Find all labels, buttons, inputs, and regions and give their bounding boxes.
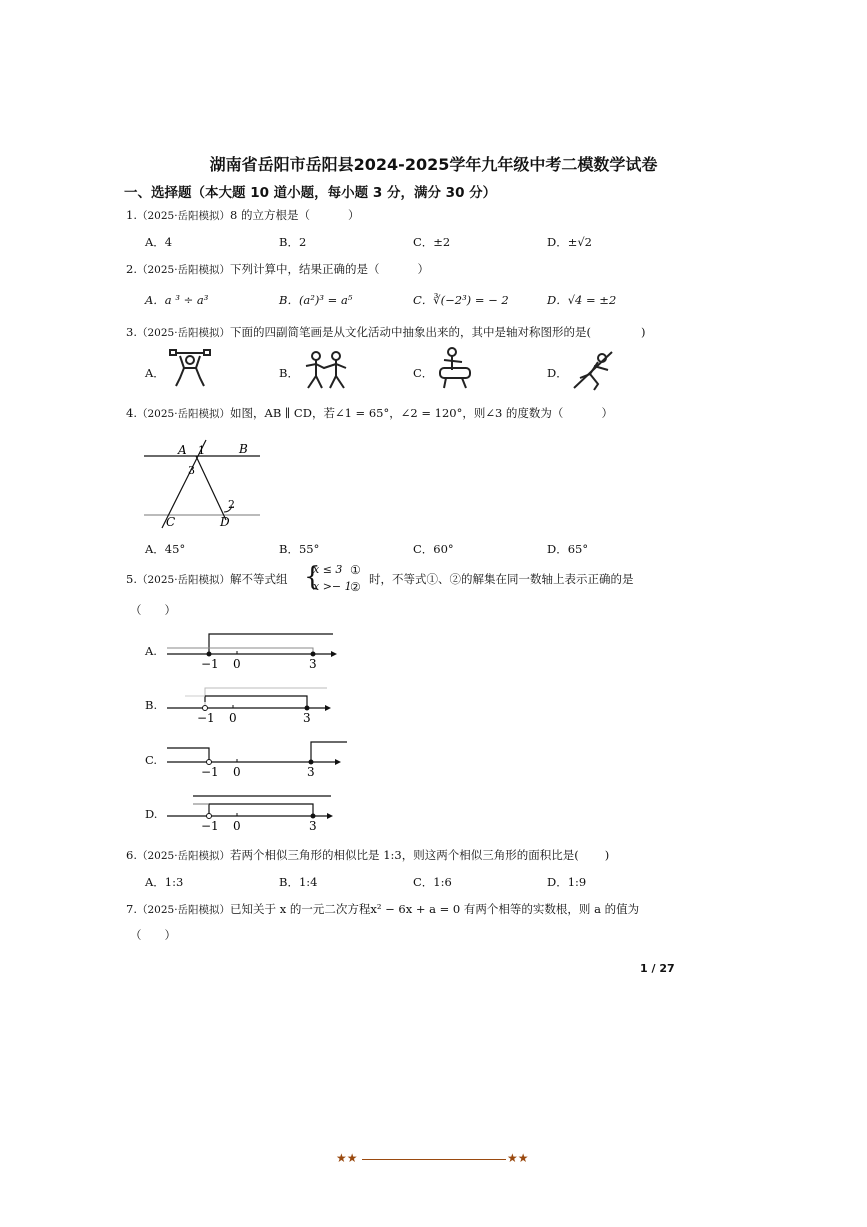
svg-text:3: 3 xyxy=(309,657,317,670)
section-heading: 一、选择题（本大题 10 道小题，每小题 3 分，满分 30 分） xyxy=(124,185,497,201)
label-c: C xyxy=(166,515,176,529)
stick-figure-a xyxy=(166,346,216,390)
question-7: 7.（2025·岳阳模拟）已知关于 x 的一元二次方程x² − 6x + a = 0 有两个相等的实数根，则 a 的值为 xyxy=(126,902,640,916)
question-5-paren: （ ） xyxy=(130,603,176,617)
svg-text:−1: −1 xyxy=(201,765,219,778)
q4-option-c: C．60° xyxy=(413,542,454,556)
q6-option-c: C．1:6 xyxy=(413,875,452,889)
label-2: 2 xyxy=(228,498,235,511)
q5-option-c: C. xyxy=(145,753,158,767)
question-5-text: 时，不等式①、②的解集在同一数轴上表示正确的是 xyxy=(369,572,634,586)
question-2: 2.（2025·岳阳模拟）下列计算中，结果正确的是（ ） xyxy=(126,262,430,276)
q4-figure xyxy=(140,438,270,533)
question-3: 3.（2025·岳阳模拟）下面的四副简笔画是从文化活动中抽象出来的，其中是轴对称图形的是( ) xyxy=(126,325,646,339)
inequality-1: x ≤ 3 xyxy=(313,563,343,576)
circle-2: ② xyxy=(350,580,361,594)
svg-text:−1: −1 xyxy=(201,819,219,832)
transversal-bd xyxy=(196,456,226,520)
q6-option-b: B．1:4 xyxy=(279,875,318,889)
question-4: 4.（2025·岳阳模拟）如图，AB ∥ CD，若∠1 = 65°，∠2 = 120°，则∠3 的度数为（ ） xyxy=(126,406,613,420)
page-title: 湖南省岳阳市岳阳县2024-2025学年九年级中考二模数学试卷 xyxy=(209,155,658,174)
q2-option-c: C．∛(−2³) = − 2 xyxy=(413,293,509,307)
q3-option-d: D． xyxy=(547,366,568,380)
q6-option-a: A．1:3 xyxy=(145,875,184,889)
question-5: 5.（2025·岳阳模拟）解不等式组 xyxy=(126,572,288,586)
number-line-b xyxy=(165,682,340,724)
label-1: 1 xyxy=(198,444,205,457)
number-line-c xyxy=(165,736,350,778)
label-d: D xyxy=(220,515,230,529)
q3-option-b: B． xyxy=(279,366,299,380)
q5-option-d: D. xyxy=(145,807,158,821)
svg-text:3: 3 xyxy=(303,711,311,724)
inequality-2: x >− 1 xyxy=(313,580,352,593)
footer-rule xyxy=(362,1159,506,1160)
label-b: B xyxy=(239,442,248,456)
svg-text:0: 0 xyxy=(229,711,237,724)
q1-option-a: A．4 xyxy=(145,235,173,249)
q2-option-a: A．a ³ ÷ a³ xyxy=(145,293,209,307)
q6-option-d: D．1:9 xyxy=(547,875,587,889)
number-line-d xyxy=(165,790,340,832)
question-tag: （2025·岳阳模拟） xyxy=(136,210,231,222)
q5-option-b: B. xyxy=(145,698,158,712)
footer-stars-right: ★★ xyxy=(507,1151,529,1165)
number-line-a xyxy=(165,628,340,670)
q5-option-a: A. xyxy=(145,644,157,658)
svg-text:3: 3 xyxy=(307,765,315,778)
label-3: 3 xyxy=(188,464,195,477)
question-text: 8 的立方根是（ xyxy=(230,208,311,222)
svg-text:−1: −1 xyxy=(201,657,219,670)
question-number: 1. xyxy=(126,208,137,222)
q4-option-b: B．55° xyxy=(279,542,320,556)
footer-stars-left: ★★ xyxy=(336,1151,358,1165)
stick-figure-b xyxy=(302,350,350,392)
label-a: A xyxy=(178,443,187,457)
q2-option-d: D．√4 = ±2 xyxy=(547,293,617,307)
question-6: 6.（2025·岳阳模拟）若两个相似三角形的相似比是 1:3，则这两个相似三角形的面积比是( ) xyxy=(126,848,610,862)
svg-text:0: 0 xyxy=(233,657,241,670)
svg-text:0: 0 xyxy=(233,765,241,778)
q1-option-c: C．±2 xyxy=(413,235,451,249)
stick-figure-d xyxy=(568,348,618,392)
circle-1: ① xyxy=(350,563,361,577)
stick-figure-c xyxy=(436,346,476,392)
svg-text:−1: −1 xyxy=(197,711,215,724)
brace: { xyxy=(304,562,321,592)
q3-option-a: A． xyxy=(145,366,165,380)
svg-text:0: 0 xyxy=(233,819,241,832)
q1-option-d: D．±√2 xyxy=(547,235,593,249)
question-1: 1.（2025·岳阳模拟）8 的立方根是（ ） xyxy=(126,208,360,222)
q4-option-d: D．65° xyxy=(547,542,589,556)
q4-option-a: A．45° xyxy=(145,542,186,556)
svg-text:3: 3 xyxy=(309,819,317,832)
question-7-paren: （ ） xyxy=(130,928,176,942)
q1-option-b: B．2 xyxy=(279,235,307,249)
q3-option-c: C． xyxy=(413,366,434,380)
q2-option-b: B．(a²)³ = a⁵ xyxy=(279,293,353,307)
page-number: 1 / 27 xyxy=(640,962,675,975)
